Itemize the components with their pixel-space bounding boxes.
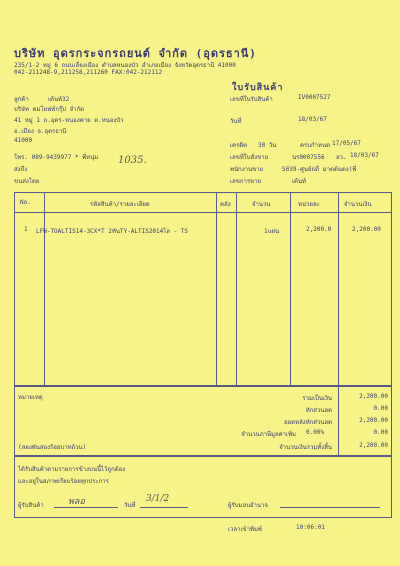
sales-label: พนักงานขาย [230, 166, 264, 173]
customer-phone: โทร. 089-9439977 * พี่หนุ่ม [14, 154, 99, 161]
notes-label: หมายเหตุ [18, 394, 43, 401]
receiver-label: ผู้รับสินค้า [18, 502, 44, 509]
col-wh: คลัง [220, 201, 231, 208]
row-no: 1 [24, 226, 28, 233]
company-address: 235/1-2 หมู่ 6 ถนนเลี่ยงเมือง ตำบลหนองบัว อำเภอเมือง จังหวัดอุดรธานี 41000 [14, 62, 236, 69]
inv-date: 18/03/67 [350, 152, 379, 159]
total-value-3: 0.00 [373, 429, 388, 436]
row-unit-price: 2,200.0 [306, 226, 332, 233]
sales-value: S039-ศูนย์ธดี มาตต้นดง(พี่ [282, 166, 357, 173]
items-table [14, 192, 392, 386]
customer-address-2: อ.เมือง จ.อุดรธานี [14, 128, 67, 135]
vat-rate: 0.00% [306, 429, 325, 436]
company-phone: 042-211248-9,211258,211260 FAX:042-212112 [14, 69, 163, 76]
row-amount: 2,200.00 [352, 226, 381, 233]
customer-name: บริษัท ตมโยฟท์กรุ๊ป จำกัด [14, 106, 85, 113]
date-receive-label: วันที่ [124, 502, 136, 509]
total-label-2: ยอดหลังหักส่วนลด [284, 419, 332, 426]
receiver-date: 3/1/2 [146, 494, 170, 504]
customer-postcode: 41000 [14, 137, 33, 144]
col-desc: รหัสสินค้า/รายละเอียด [90, 201, 150, 208]
print-time: 10:06:01 [296, 524, 325, 531]
doc-date: 18/03/67 [298, 116, 327, 123]
credit-value: 30 วัน [258, 142, 277, 149]
total-label-4: จำนวนเงินรวมทั้งสิ้น [279, 444, 332, 451]
inv-label: เลขที่ใบสั่งขาย [230, 154, 269, 161]
total-value-1: 0.00 [373, 405, 388, 412]
customer-code-label: ลูกค้า [14, 96, 29, 103]
receiver-signature: พลอ [68, 497, 85, 507]
print-time-label: เวลาเข้าพิมพ์ [228, 526, 262, 533]
footer-line-1: ได้รับสินค้าตามรายการข้างบนนี้ไว้ถูกต้อง [18, 466, 126, 473]
inv-no: นร0007556 [292, 154, 325, 161]
total-label-1: หักส่วนลด [305, 407, 332, 414]
credit-label: เครดิต [230, 142, 248, 149]
ref-value: เต้นท์ [292, 178, 307, 185]
doc-no-label: เลขที่ใบรับสินค้า [230, 96, 273, 103]
row-desc: LFW-TOALTIS14-3CX*T 2ทันTY-ALTIS2014ไล - TS [36, 228, 189, 235]
col-qty: จำนวน [252, 201, 271, 208]
authorized-label: ผู้รับมอบอำนาจ [228, 502, 268, 509]
footer-line-2: และอยู่ในสภาพเรียบร้อยทุกประการ [18, 478, 109, 485]
total-value-4: 2,200.00 [359, 442, 388, 449]
handwritten-note: 1035. [118, 155, 147, 166]
paid-note: (สองพันสองร้อยบาทถ้วน) [18, 444, 87, 451]
customer-code: เต้นท์32 [48, 96, 70, 103]
total-value-0: 2,200.00 [359, 393, 388, 400]
col-unit-price: หน่วยละ [298, 201, 320, 208]
total-label-0: รวมเป็นเงิน [302, 395, 332, 402]
due-date: 17/05/67 [332, 140, 361, 147]
company-name: บริษัท อุดรกระจกรถยนต์ จำกัด (อุดรธานี) [14, 47, 257, 60]
customer-address-1: 41 หมู่ 1 ถ.อุดร-หนองคาย ต.หนองบัว [14, 117, 124, 124]
doc-no: IV0007527 [298, 94, 331, 101]
col-no: No. [20, 199, 31, 206]
due-label: ครบกำหนด [300, 142, 330, 149]
document-title: ใบรับสินค้า [232, 83, 284, 93]
send-by-label: ขนส่งโดย [14, 178, 40, 185]
col-amount: จำนวนเงิน [344, 201, 372, 208]
date-label: วันที่ [230, 118, 242, 125]
inv-date-label: ลว. [336, 154, 347, 161]
total-value-2: 2,200.00 [359, 417, 388, 424]
total-label-3: จำนวนภาษีมูลค่าเพิ่ม [241, 431, 296, 438]
row-qty: 1แผ่น [264, 228, 280, 235]
ref-label: เลขการขาย [230, 178, 262, 185]
ship-to-label: ส่งถึง [14, 166, 28, 173]
